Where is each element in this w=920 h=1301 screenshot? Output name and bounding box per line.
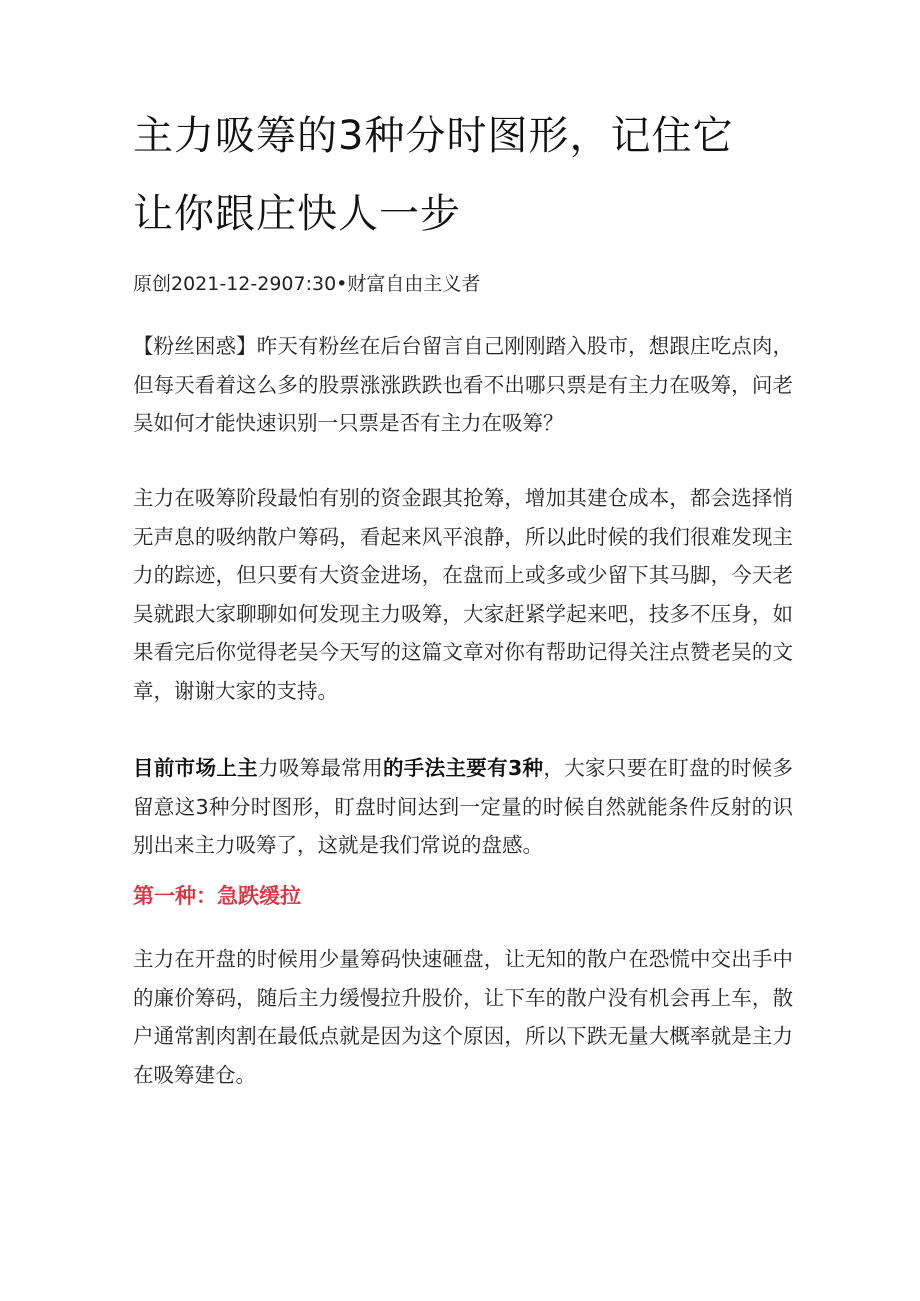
methods-bold-text-1: 目前市场上主: [133, 756, 258, 780]
paragraph-intro: 主力在吸筹阶段最怕有别的资金跟其抢筹，增加其建仓成本，都会选择悄无声息的吸纳散户筹码，看起来风平浪静，所以此时候的我们很难发现主力的踪迹，但只要有大资金进场，在盘而上或多或少留下其马脚，今天老吴就跟大家聊聊如何发现主力吸筹，大家赶紧学起来吧，技多不压身，如果看完后你觉得老吴今天写的这篇文章对你有帮助记得关注点赞老吴的文章，谢谢大家的支持。: [133, 486, 793, 703]
paragraph-method-one: 主力在开盘的时候用少量筹码快速砸盘，让无知的散户在恐慌中交出手中的廉价筹码，随后主力缓慢拉升股价，让下车的散户没有机会再上车，散户通常割肉割在最低点就是因为这个原因，所以下跌无量大概率就是主力在吸筹建仓。: [133, 947, 793, 1087]
paragraph-methods: [133, 749, 793, 865]
article-title-line-2: 让你跟庄快人一步: [133, 191, 461, 237]
methods-bold-text-2: 的手法主要有3种: [382, 756, 544, 780]
article-meta: 原创2021-12-2907:30•财富自由主义者: [133, 273, 481, 295]
methods-text-2: ，大家只要在盯盘的时候多留意这3种分时图形，盯盘时间达到一定量的时候自然就能条件反射的识别出来主力吸筹了，这就是我们常说的盘感。: [133, 756, 794, 857]
methods-text-1: 力吸筹最常用: [257, 756, 383, 780]
article-title-line-1: 主力吸筹的3种分时图形，记住它: [133, 113, 734, 159]
section-heading-method-one: 第一种：急跌缓拉: [133, 884, 301, 908]
paragraph-fan-question: 【粉丝困惑】昨天有粉丝在后台留言自己刚刚踏入股市，想跟庄吃点肉，但每天看着这么多的股票涨涨跌跌也看不出哪只票是有主力在吸筹，问老吴如何才能快速识别一只票是否有主力在吸筹？: [133, 334, 793, 435]
